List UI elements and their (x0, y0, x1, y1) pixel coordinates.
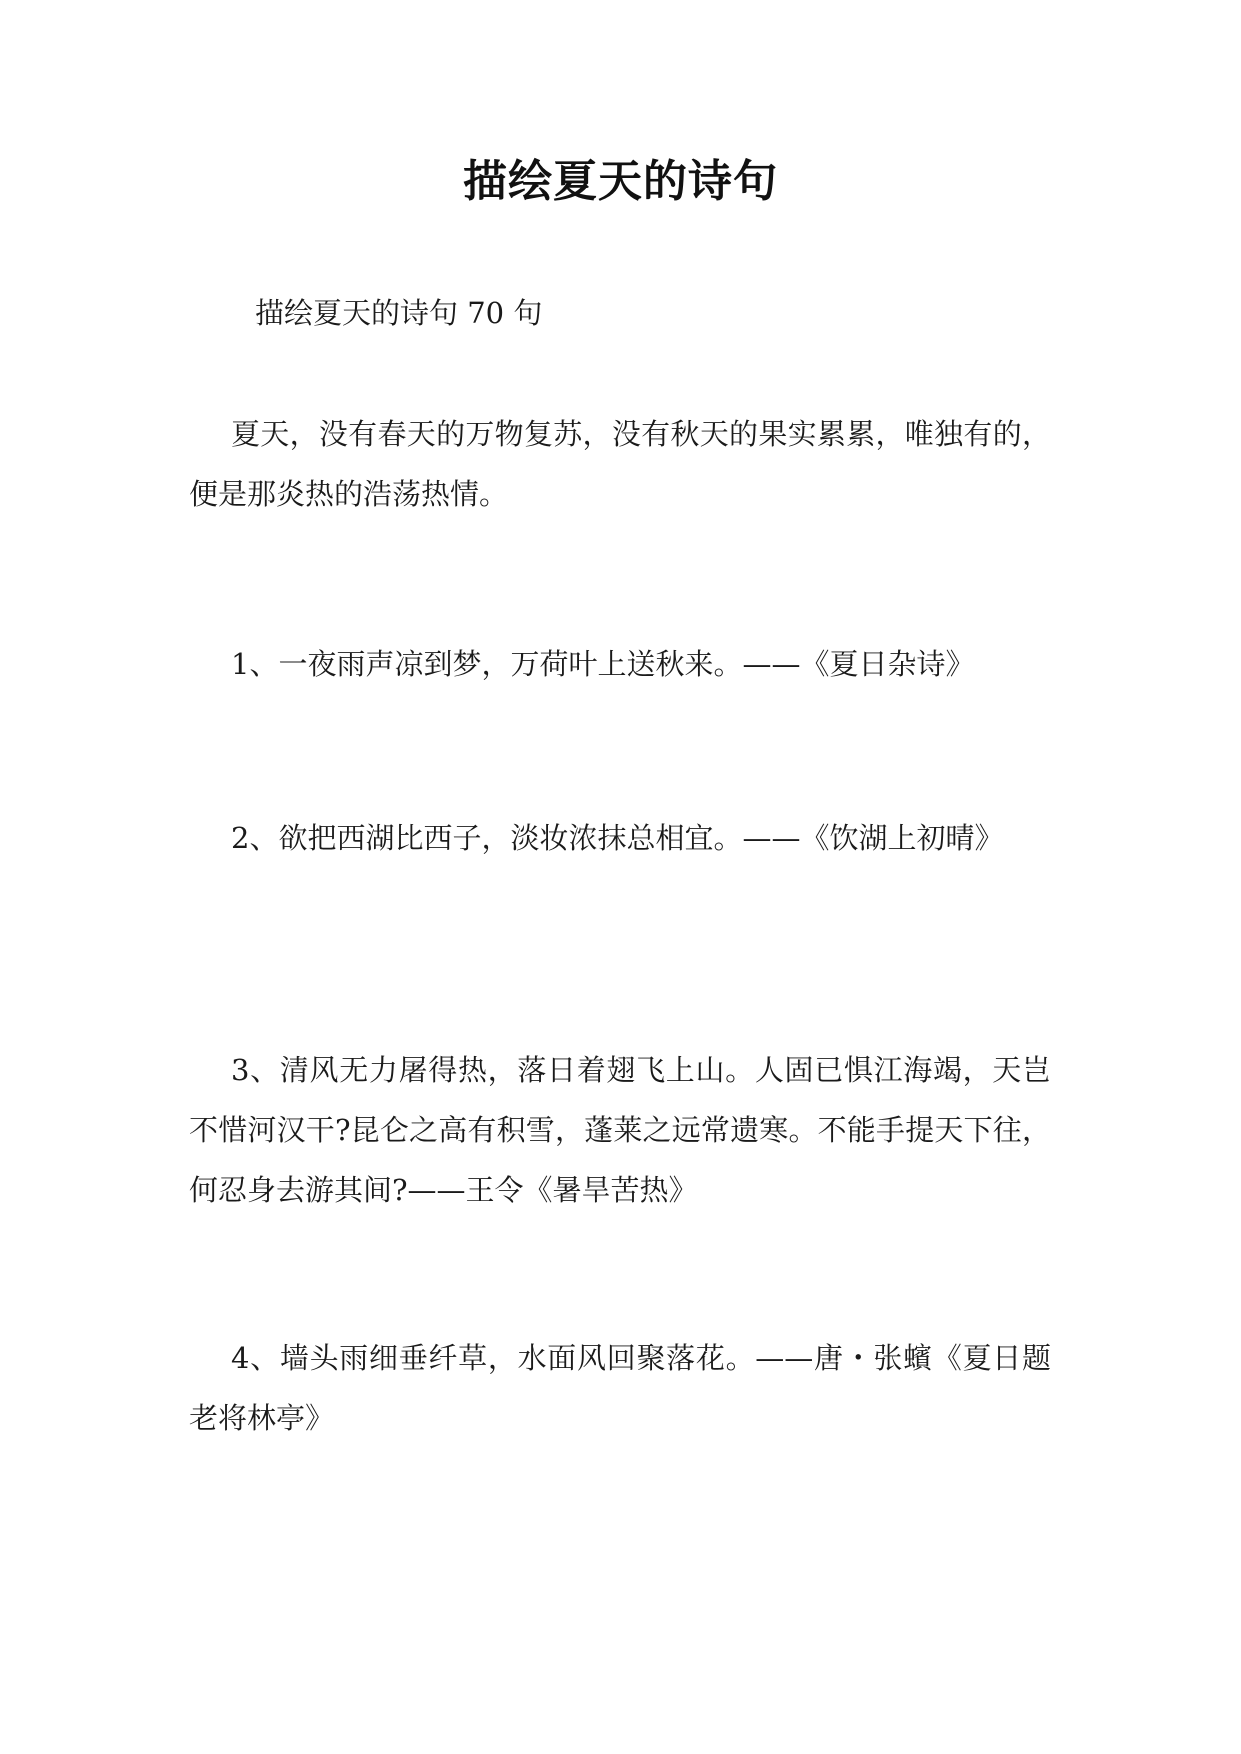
page-title: 描绘夏天的诗句 (463, 156, 778, 207)
document-subtitle: 描绘夏天的诗句 70 句 (255, 296, 543, 330)
poem-line-3: 3、清风无力屠得热，落日着翅飞上山。人固已惧江海竭，天岂不惜河汉干?昆仑之高有积雪，蓬莱之远常遗寒。不能手提天下往，何忍身去游其间?——王令《暑旱苦热》 (189, 1053, 1051, 1207)
poem-line-2: 2、欲把西湖比西子，淡妆浓抹总相宜。——《饮湖上初晴》 (231, 821, 1004, 855)
poem-line-1: 1、一夜雨声凉到梦，万荷叶上送秋来。——《夏日杂诗》 (231, 647, 975, 681)
intro-paragraph: 夏天，没有春天的万物复苏，没有秋天的果实累累，唯独有的，便是那炎热的浩荡热情。 (189, 417, 1051, 511)
poem-line-4: 4、墙头雨细垂纤草，水面风回聚落花。——唐・张蠙《夏日题老将林亭》 (189, 1341, 1051, 1435)
